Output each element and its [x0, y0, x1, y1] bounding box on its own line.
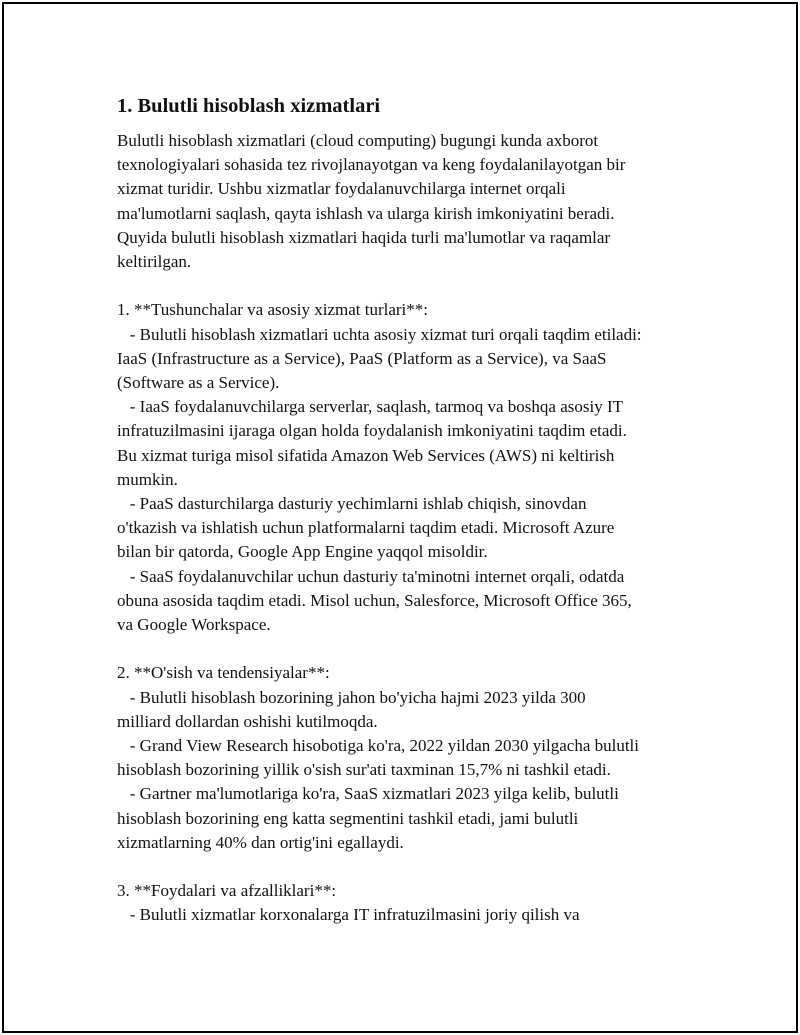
section-growth-and-trends: 2. **O'sish va tendensiyalar**: - Bulutli hisoblash bozorining jahon bo'yicha hajmi 2023 yilda 300 milliard dollardan oshishi kutilmoqda. - Grand View Research hisobotiga ko'ra, 2022 yildan 2030 yilgacha bulutli hisoblash bozorining yillik o'sish sur'ati taxminan 15,7% ni tashkil etadi. - Gartner ma'lumotlariga ko'ra, SaaS xizmatlari 2023 yilga kelib, bulutli hisoblash bozorining eng katta segmentini tashkil etadi, jami bulutli xizmatlarning 40% dan ortig'ini egallaydi. — [117, 663, 640, 852]
document-body — [117, 93, 697, 928]
section-concepts-and-service-types: 1. **Tushunchalar va asosiy xizmat turlari**: - Bulutli hisoblash xizmatlari uchta asosiy xizmat turi orqali taqdim etiladi: IaaS (Infrastructure as a Service), PaaS (Platform as a Service), va SaaS (Software as a Service). - IaaS foydalanuvchilarga serverlar, saqlash, tarmoq va boshqa asosiy IT infratuzilmasini ijaraga olgan holda foydalanish imkoniyatini taqdim etadi. Bu xizmat turiga misol sifatida Amazon Web Services (AWS) ni keltirish mumkin. - PaaS dasturchilarga dasturiy yechimlarni ishlab chiqish, sinovdan o'tkazish va ishlatish uchun platformalarni taqdim etadi. Microsoft Azure bilan bir qatorda, Google App Engine yaqqol misoldir. - SaaS foydalanuvchilar uchun dasturiy ta'minotni internet orqali, odatda obuna asosida taqdim etadi. Misol uchun, Salesforce, Microsoft Office 365, va Google Workspace. — [117, 300, 642, 635]
section-benefits-and-advantages: 3. **Foydalari va afzalliklari**: - Bulutli xizmatlar korxonalarga IT infratuzilmasini joriy qilish va — [117, 881, 580, 925]
intro-paragraph: Bulutli hisoblash xizmatlari (cloud computing) bugungi kunda axborot texnologiyalari sohasida tez rivojlanayotgan va keng foydalanilayotgan bir xizmat turidir. Ushbu xizmatlar foydalanuvchilarga internet orqali ma'lumotlarni saqlash, qayta ishlash va ularga kirish imkoniyatini beradi. Quyida bulutli hisoblash xizmatlari haqida turli ma'lumotlar va raqamlar keltirilgan. — [117, 131, 626, 272]
document-title: 1. Bulutli hisoblash xizmatlari — [117, 95, 381, 117]
